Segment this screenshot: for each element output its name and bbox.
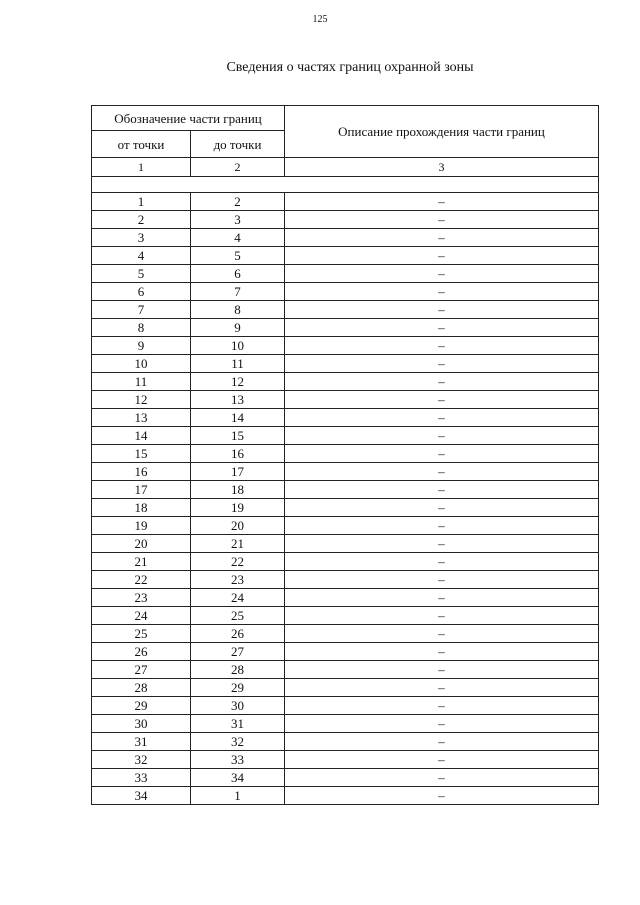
table-row bbox=[92, 643, 599, 661]
description-cell: – bbox=[285, 301, 599, 319]
description-cell: – bbox=[285, 193, 599, 211]
to-point-cell: 6 bbox=[191, 265, 285, 283]
table-row bbox=[92, 517, 599, 535]
table-row bbox=[92, 409, 599, 427]
table-row bbox=[92, 553, 599, 571]
from-point-cell: 3 bbox=[92, 229, 191, 247]
to-point-cell: 11 bbox=[191, 355, 285, 373]
description-cell: – bbox=[285, 283, 599, 301]
from-point-cell: 30 bbox=[92, 715, 191, 733]
to-point-cell: 2 bbox=[191, 193, 285, 211]
table-row bbox=[92, 499, 599, 517]
description-cell: – bbox=[285, 643, 599, 661]
to-point-cell: 3 bbox=[191, 211, 285, 229]
table-row bbox=[92, 391, 599, 409]
from-point-cell: 19 bbox=[92, 517, 191, 535]
from-point-cell: 11 bbox=[92, 373, 191, 391]
table-row bbox=[92, 715, 599, 733]
table-row bbox=[92, 247, 599, 265]
description-cell: – bbox=[285, 391, 599, 409]
to-point-cell: 15 bbox=[191, 427, 285, 445]
table-row bbox=[92, 319, 599, 337]
to-point-cell: 5 bbox=[191, 247, 285, 265]
from-point-cell: 29 bbox=[92, 697, 191, 715]
from-point-cell: 20 bbox=[92, 535, 191, 553]
from-point-cell: 1 bbox=[92, 193, 191, 211]
to-point-cell: 8 bbox=[191, 301, 285, 319]
description-cell: – bbox=[285, 481, 599, 499]
to-point-cell: 21 bbox=[191, 535, 285, 553]
description-cell: – bbox=[285, 679, 599, 697]
description-cell: – bbox=[285, 553, 599, 571]
page-title: Сведения о частях границ охранной зоны bbox=[226, 60, 474, 75]
from-point-cell: 16 bbox=[92, 463, 191, 481]
to-point-cell: 10 bbox=[191, 337, 285, 355]
description-cell: – bbox=[285, 463, 599, 481]
description-cell: – bbox=[285, 499, 599, 517]
from-point-cell: 9 bbox=[92, 337, 191, 355]
to-point-cell: 25 bbox=[191, 607, 285, 625]
to-point-cell: 34 bbox=[191, 769, 285, 787]
description-cell: – bbox=[285, 319, 599, 337]
table-row bbox=[92, 193, 599, 211]
description-cell: – bbox=[285, 229, 599, 247]
description-cell: – bbox=[285, 373, 599, 391]
to-point-cell: 9 bbox=[191, 319, 285, 337]
from-point-cell: 5 bbox=[92, 265, 191, 283]
to-point-cell: 19 bbox=[191, 499, 285, 517]
from-point-cell: 6 bbox=[92, 283, 191, 301]
table-row bbox=[92, 787, 599, 805]
table-row bbox=[92, 481, 599, 499]
description-cell: – bbox=[285, 661, 599, 679]
table-row bbox=[92, 337, 599, 355]
table-row bbox=[92, 769, 599, 787]
to-point-cell: 26 bbox=[191, 625, 285, 643]
table-row bbox=[92, 211, 599, 229]
header-row bbox=[92, 106, 599, 131]
from-point-cell: 28 bbox=[92, 679, 191, 697]
table-row bbox=[92, 427, 599, 445]
description-cell: – bbox=[285, 355, 599, 373]
from-point-cell: 33 bbox=[92, 769, 191, 787]
from-point-cell: 14 bbox=[92, 427, 191, 445]
from-point-cell: 2 bbox=[92, 211, 191, 229]
table-row bbox=[92, 265, 599, 283]
from-point-cell: 34 bbox=[92, 787, 191, 805]
description-cell: – bbox=[285, 427, 599, 445]
to-point-cell: 31 bbox=[191, 715, 285, 733]
description-cell: – bbox=[285, 751, 599, 769]
to-point-cell: 7 bbox=[191, 283, 285, 301]
from-point-cell: 12 bbox=[92, 391, 191, 409]
column-number: 2 bbox=[191, 158, 285, 177]
from-point-cell: 17 bbox=[92, 481, 191, 499]
header-boundary-description: Описание прохождения части границ bbox=[285, 106, 599, 158]
table-row bbox=[92, 463, 599, 481]
to-point-cell: 4 bbox=[191, 229, 285, 247]
to-point-cell: 14 bbox=[191, 409, 285, 427]
empty-section-row bbox=[92, 177, 599, 193]
header-to-point: до точки bbox=[191, 131, 285, 158]
table-row bbox=[92, 697, 599, 715]
from-point-cell: 32 bbox=[92, 751, 191, 769]
table-row bbox=[92, 751, 599, 769]
column-number-row bbox=[92, 158, 599, 177]
from-point-cell: 13 bbox=[92, 409, 191, 427]
description-cell: – bbox=[285, 247, 599, 265]
from-point-cell: 23 bbox=[92, 589, 191, 607]
table-row bbox=[92, 445, 599, 463]
from-point-cell: 21 bbox=[92, 553, 191, 571]
from-point-cell: 18 bbox=[92, 499, 191, 517]
to-point-cell: 20 bbox=[191, 517, 285, 535]
table-row bbox=[92, 625, 599, 643]
description-cell: – bbox=[285, 571, 599, 589]
description-cell: – bbox=[285, 733, 599, 751]
table-row bbox=[92, 571, 599, 589]
description-cell: – bbox=[285, 337, 599, 355]
table-row bbox=[92, 679, 599, 697]
table-row bbox=[92, 607, 599, 625]
table-row bbox=[92, 373, 599, 391]
description-cell: – bbox=[285, 697, 599, 715]
description-cell: – bbox=[285, 409, 599, 427]
empty-cell bbox=[92, 177, 599, 193]
from-point-cell: 4 bbox=[92, 247, 191, 265]
description-cell: – bbox=[285, 517, 599, 535]
to-point-cell: 33 bbox=[191, 751, 285, 769]
table-row bbox=[92, 283, 599, 301]
from-point-cell: 10 bbox=[92, 355, 191, 373]
description-cell: – bbox=[285, 787, 599, 805]
to-point-cell: 17 bbox=[191, 463, 285, 481]
to-point-cell: 1 bbox=[191, 787, 285, 805]
header-boundary-part-designation: Обозначение части границ bbox=[92, 106, 285, 131]
header-from-point: от точки bbox=[92, 131, 191, 158]
description-cell: – bbox=[285, 589, 599, 607]
from-point-cell: 15 bbox=[92, 445, 191, 463]
from-point-cell: 7 bbox=[92, 301, 191, 319]
from-point-cell: 26 bbox=[92, 643, 191, 661]
column-number: 1 bbox=[92, 158, 191, 177]
table-row bbox=[92, 229, 599, 247]
description-cell: – bbox=[285, 211, 599, 229]
description-cell: – bbox=[285, 769, 599, 787]
description-cell: – bbox=[285, 445, 599, 463]
table-row bbox=[92, 301, 599, 319]
description-cell: – bbox=[285, 535, 599, 553]
to-point-cell: 30 bbox=[191, 697, 285, 715]
table-row bbox=[92, 535, 599, 553]
description-cell: – bbox=[285, 265, 599, 283]
to-point-cell: 29 bbox=[191, 679, 285, 697]
from-point-cell: 27 bbox=[92, 661, 191, 679]
to-point-cell: 13 bbox=[191, 391, 285, 409]
table-row bbox=[92, 661, 599, 679]
to-point-cell: 24 bbox=[191, 589, 285, 607]
to-point-cell: 12 bbox=[191, 373, 285, 391]
table-row bbox=[92, 733, 599, 751]
to-point-cell: 28 bbox=[191, 661, 285, 679]
from-point-cell: 8 bbox=[92, 319, 191, 337]
page-number: 125 bbox=[312, 14, 328, 25]
from-point-cell: 25 bbox=[92, 625, 191, 643]
description-cell: – bbox=[285, 715, 599, 733]
to-point-cell: 27 bbox=[191, 643, 285, 661]
from-point-cell: 31 bbox=[92, 733, 191, 751]
to-point-cell: 32 bbox=[191, 733, 285, 751]
description-cell: – bbox=[285, 607, 599, 625]
boundary-parts-table bbox=[91, 105, 599, 805]
to-point-cell: 16 bbox=[191, 445, 285, 463]
to-point-cell: 23 bbox=[191, 571, 285, 589]
to-point-cell: 22 bbox=[191, 553, 285, 571]
description-cell: – bbox=[285, 625, 599, 643]
from-point-cell: 24 bbox=[92, 607, 191, 625]
from-point-cell: 22 bbox=[92, 571, 191, 589]
table-row bbox=[92, 589, 599, 607]
table-row bbox=[92, 355, 599, 373]
column-number: 3 bbox=[285, 158, 599, 177]
to-point-cell: 18 bbox=[191, 481, 285, 499]
